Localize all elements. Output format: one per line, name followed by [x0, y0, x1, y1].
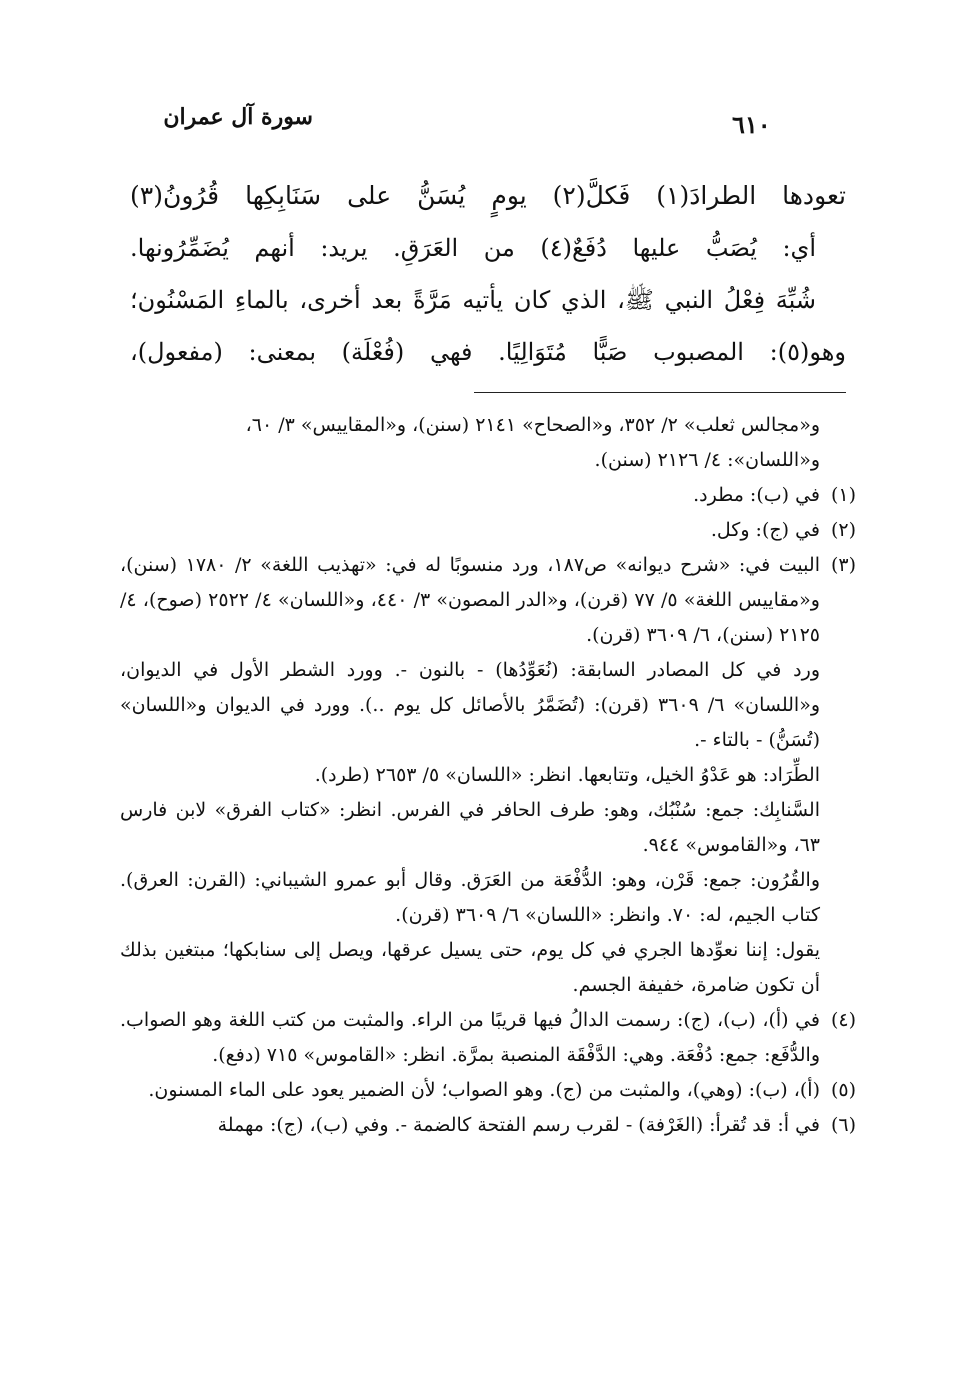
main-text-line: وهو(٥): المصبوب صَبًّا مُتَوَالِيًا. فهي (فُعْلَة) بمعنى: (مفعول)، — [130, 338, 846, 366]
page-number: ٦١٠ — [732, 110, 771, 139]
footnote-carryover — [120, 408, 856, 478]
footnote-number: (٣) — [830, 554, 856, 576]
surah-title: سورة آل عمران — [163, 104, 313, 130]
footnotes — [120, 408, 856, 1143]
footnote-number: (٢) — [830, 519, 856, 541]
footnote-divider — [474, 392, 846, 393]
footnote-number: (٤) — [830, 1009, 856, 1031]
main-text-line: أي: يُصَبُّ عليها دُفَعٌ(٤) من العَرَقِ. يريد: أنهم يُضَمِّرُونها. — [130, 234, 817, 262]
footnote-1 — [120, 478, 856, 513]
footnote-text: في (أ)، (ب)، (ج): رسمت الدالُ فيها قريبًا من الراء. والمثبت من كتب اللغة وهو الصواب. والدُّفَع: جمع: دُفْعَة. وهي: الدَّفْقَة المنصبة بمرَّة. انظر: «القاموس» ٧١٥ (دفع). — [120, 1009, 820, 1066]
footnote-number: (٥) — [830, 1079, 856, 1101]
footnote-3 — [120, 548, 856, 653]
footnote-text: ورد في كل المصادر السابقة: (نُعَوِّدُها) - بالنون -. وورد الشطر الأول في الديوان، و«اللسان» ٦/ ٣٦٠٩ (قرن): (تُضَمَّرُ بالأصائل كل يوم ..). وورد في الديوان و«اللسان» (تُسَنُّ) - بالتاء -. — [120, 659, 820, 751]
footnote-carryover-line: و«مجالس ثعلب» ٢/ ٣٥٢، و«الصحاح» ٢١٤١ (سنن)، و«المقاييس» ٣/ ٦٠، — [245, 414, 820, 436]
main-text — [130, 170, 846, 378]
main-text-line: شُبِّهَ فِعْلُ النبي ﷺ، الذي كان يأتيه مَرَّةً بعد أخرى، بالماءِ المَسْنُون؛ — [130, 286, 816, 314]
footnote-text: في (ب): مطرد. — [693, 484, 820, 506]
footnote-6 — [120, 1108, 856, 1143]
footnote-2 — [120, 513, 856, 548]
footnote-3-continuation — [120, 653, 856, 1003]
poetry-verse: تعودها الطرادَ(١) فَكلَّ(٢) يومٍ يُسَنُّ على سَنَابِكِها قُرُونُ(٣) — [130, 181, 846, 210]
footnote-4 — [120, 1003, 856, 1073]
footnote-text: (أ)، (ب): (وهي)، والمثبت من (ج). وهو الصواب؛ لأن الضمير يعود على الماء المسنون. — [148, 1079, 820, 1101]
footnote-number: (٦) — [830, 1114, 856, 1136]
footnote-text: والقُرُون: جمع: قَرْن، وهو: الدُّفْعَة من العَرَق. وقال أبو عمرو الشيباني: (القرن: العرق). كتاب الجيم، له: ٧٠. وانظر: «اللسان» ٦/ ٣٦٠٩ (قرن). — [120, 869, 820, 926]
footnote-text: في (ج): وكل. — [710, 519, 820, 541]
page-header — [0, 100, 975, 140]
footnote-number: (١) — [830, 484, 856, 506]
footnote-text: في أ: قد تُقرأ: (الغَرْفة) - لقرب رسم الفتحة كالضمة -. وفي (ب)، (ج): مهملة — [217, 1114, 820, 1136]
footnote-text: البيت في: «شرح ديوانه» ص١٨٧، ورد منسوبًا له في: «تهذيب اللغة» ٢/ ١٧٨٠ (سنن)، و«مقاييس اللغة» ٥/ ٧٧ (قرن)، و«الدر المصون» ٣/ ٤٤٠، و«اللسان» ٤/ ٢٥٢٢ (صوح)، ٤/ ٢١٢٥ (سنن)، ٦/ ٣٦٠٩ (قرن). — [120, 554, 820, 646]
footnote-text: يقول: إننا نعوِّدها الجري في كل يوم، حتى يسيل عرقها، ويصل إلى سنابكها؛ مبتغين بذلك أن تكون ضامرة، خفيفة الجسم. — [120, 939, 820, 996]
footnote-carryover-line: و«اللسان»: ٤/ ٢١٢٦ (سنن). — [594, 449, 820, 471]
footnote-text: الطِّرَاد: هو عَدْوُ الخيل، وتتابعها. انظر: «اللسان» ٥/ ٢٦٥٣ (طرد). — [314, 764, 820, 786]
footnote-text: السَّنابِك: جمع: سُنْبُك، وهو: طرف الحافر في الفرس. انظر: «كتاب الفرق» لابن فارس ٦٣، و«القاموس» ٩٤٤. — [120, 799, 820, 856]
footnote-5 — [120, 1073, 856, 1108]
